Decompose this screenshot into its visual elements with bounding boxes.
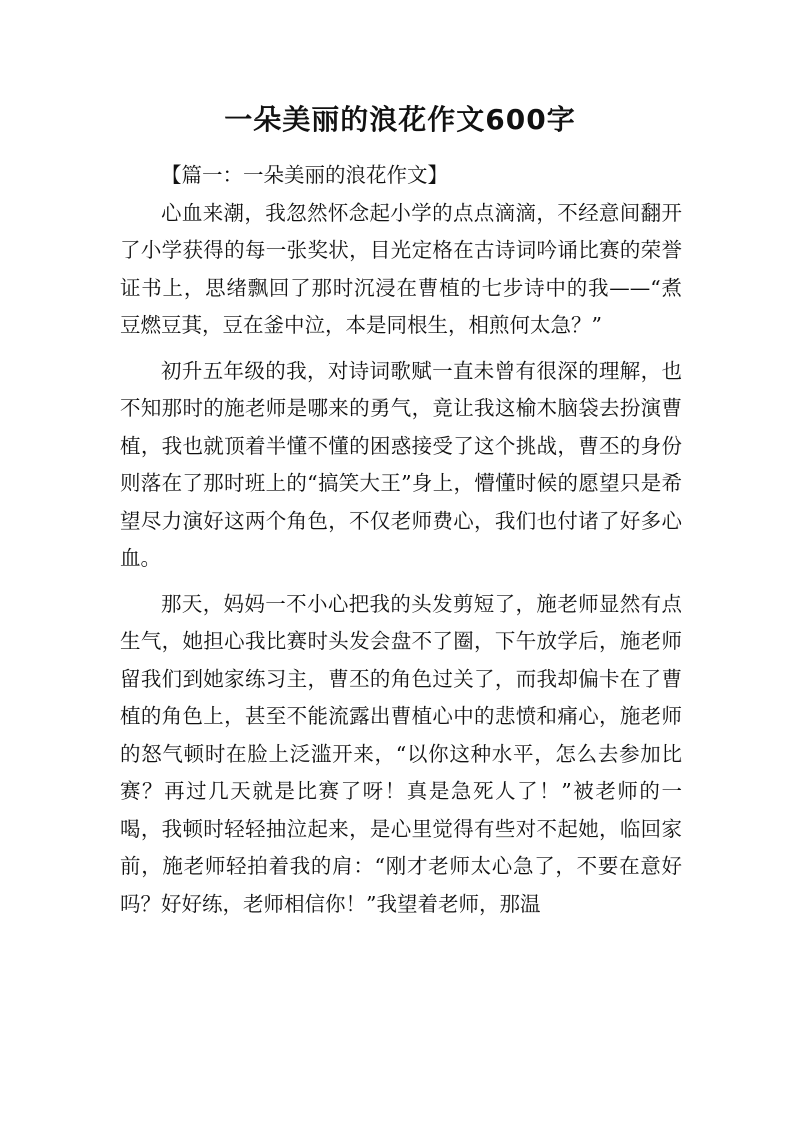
section-heading: 【篇一：一朵美丽的浪花作文】 — [161, 163, 448, 187]
paragraph-2: 初升五年级的我，对诗词歌赋一直未曾有很深的理解，也不知那时的施老师是哪来的勇气，竟让我这榆木脑袋去扮演曹植，我也就顶着半懂不懂的困惑接受了这个挑战，曹丕的身份则落在了那时班上的“搞笑大王”身上，懵懂时候的愿望只是希望尽力演好这两个角色，不仅老师费心，我们也付诸了好多心血。 — [120, 358, 682, 570]
paragraph-1: 心血来潮，我忽然怀念起小学的点点滴滴，不经意间翻开了小学获得的每一张奖状，目光定格在古诗词吟诵比赛的荣誉证书上，思绪飘回了那时沉浸在曹植的七步诗中的我——“煮豆燃豆萁，豆在釜中泣，本是同根生，相煎何太急？” — [120, 200, 682, 337]
page-title: 一朵美丽的浪花作文600字 — [224, 103, 576, 136]
paragraph-3: 那天，妈妈一不小心把我的头发剪短了，施老师显然有点生气，她担心我比赛时头发会盘不了圈，下午放学后，施老师留我们到她家练习主，曹丕的角色过关了，而我却偏卡在了曹植的角色上，甚至不能流露出曹植心中的悲愤和痛心，施老师的怒气顿时在脸上泛滥开来，“以你这种水平，怎么去参加比赛？再过几天就是比赛了呀！真是急死人了！”被老师的一喝，我顿时轻轻抽泣起来，是心里觉得有些对不起她，临回家前，施老师轻拍着我的肩：“刚才老师太心急了，不要在意好吗？好好练，老师相信你！”我望着老师，那温 — [120, 591, 682, 916]
document-body — [120, 157, 682, 923]
